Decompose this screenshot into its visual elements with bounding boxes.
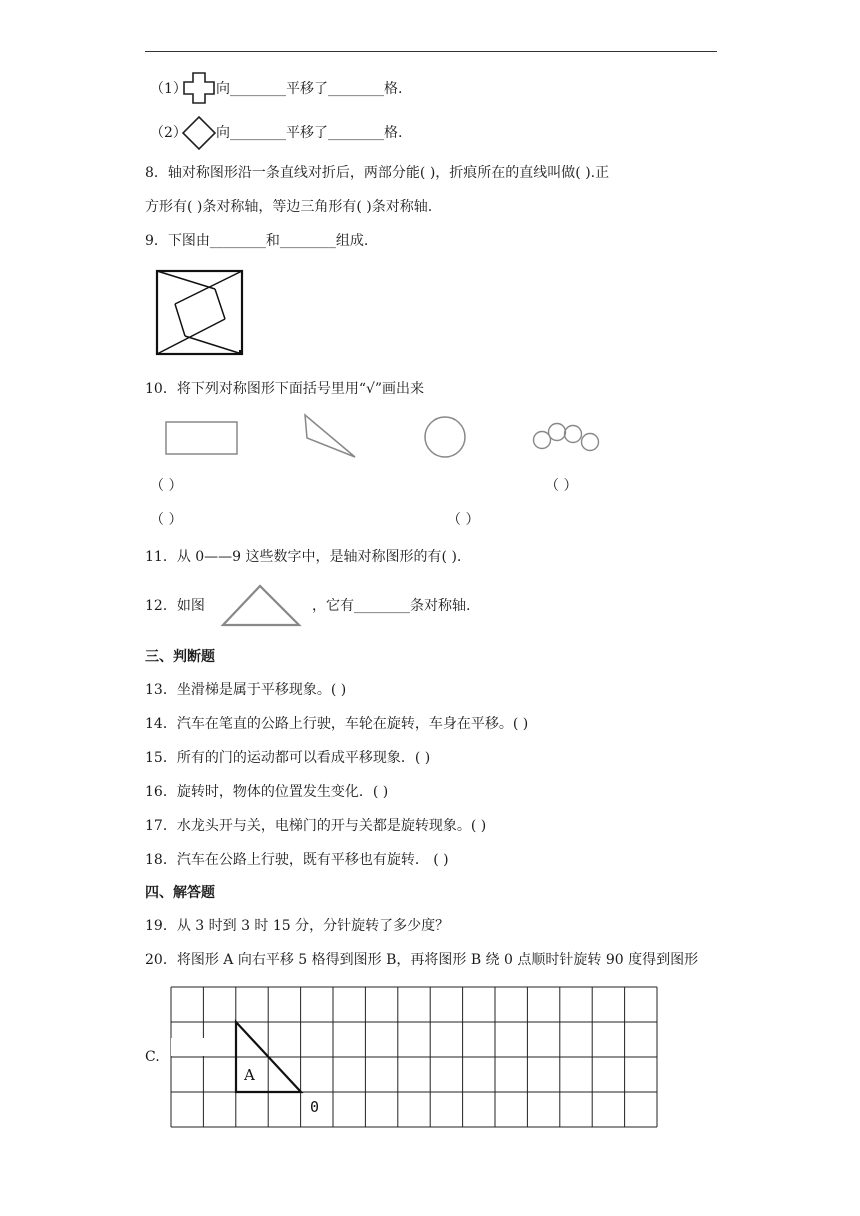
section4-title: 四、解答题 [145, 885, 215, 901]
q9-text: 9．下图由________和________组成. [145, 233, 369, 249]
q7-item1-text: 向________平移了________格. [216, 81, 403, 97]
judgment-13: 13．坐滑梯是属于平移现象。( ) [145, 682, 347, 698]
q8-line2: 方形有( )条对称轴，等边三角形有( )条对称轴. [145, 199, 433, 215]
q10-text: 10．将下列对称图形下面括号里用“√”画出来 [145, 381, 425, 397]
pinwheel-square-figure [155, 269, 245, 357]
q10-bracket-4[interactable]: （ ） [447, 512, 480, 528]
label-a: A [244, 1066, 255, 1084]
judgment-14: 14．汽车在笔直的公路上行驶，车轮在旋转，车身在平移。( ) [145, 716, 529, 732]
chain-of-circles-figure [532, 421, 602, 453]
q20-continuation: C. [145, 1049, 160, 1065]
judgment-16: 16．旋转时，物体的位置发生变化．( ) [145, 784, 389, 800]
judgment-15: 15．所有的门的运动都可以看成平移现象．( ) [145, 750, 431, 766]
q11-text: 11．从 0——9 这些数字中，是轴对称图形的有( ). [145, 549, 462, 565]
q12-prefix: 12．如图 [145, 598, 205, 614]
q10-bracket-2[interactable]: （ ） [545, 478, 578, 494]
q20-text: 20．将图形 A 向右平移 5 格得到图形 B，再将图形 B 绕 0 点顺时针旋转 90 度得到图形 [145, 952, 699, 968]
grid-figure [170, 986, 658, 1128]
judgment-17: 17．水龙头开与关，电梯门的开与关都是旋转现象。( ) [145, 818, 487, 834]
q7-item2-prefix: （2） [150, 125, 187, 141]
q10-bracket-1[interactable]: （ ） [150, 478, 183, 494]
q7-item1-prefix: （1） [150, 81, 187, 97]
rectangle-figure [164, 420, 240, 456]
q10-bracket-3[interactable]: （ ） [150, 512, 183, 528]
judgment-18: 18．汽车在公路上行驶，既有平移也有旋转． ( ) [145, 852, 449, 868]
isosceles-triangle-figure [220, 583, 302, 629]
q8-line1: 8．轴对称图形沿一条直线对折后，两部分能( )，折痕所在的直线叫做( ).正 [145, 165, 610, 181]
header-rule [145, 51, 717, 52]
q12-suffix: ，它有________条对称轴. [312, 598, 471, 614]
diamond-shape-icon [182, 116, 216, 150]
q7-item2-text: 向________平移了________格. [216, 125, 403, 141]
triangle-figure [302, 412, 358, 460]
circle-figure [423, 415, 467, 459]
section3-title: 三、判断题 [145, 649, 215, 665]
label-o: 0 [310, 1098, 320, 1116]
grid-gap [171, 1038, 228, 1056]
cross-shape-icon [182, 71, 216, 105]
grid-lines [171, 987, 657, 1127]
q19-text: 19．从 3 时到 3 时 15 分，分针旋转了多少度？ [145, 918, 450, 934]
